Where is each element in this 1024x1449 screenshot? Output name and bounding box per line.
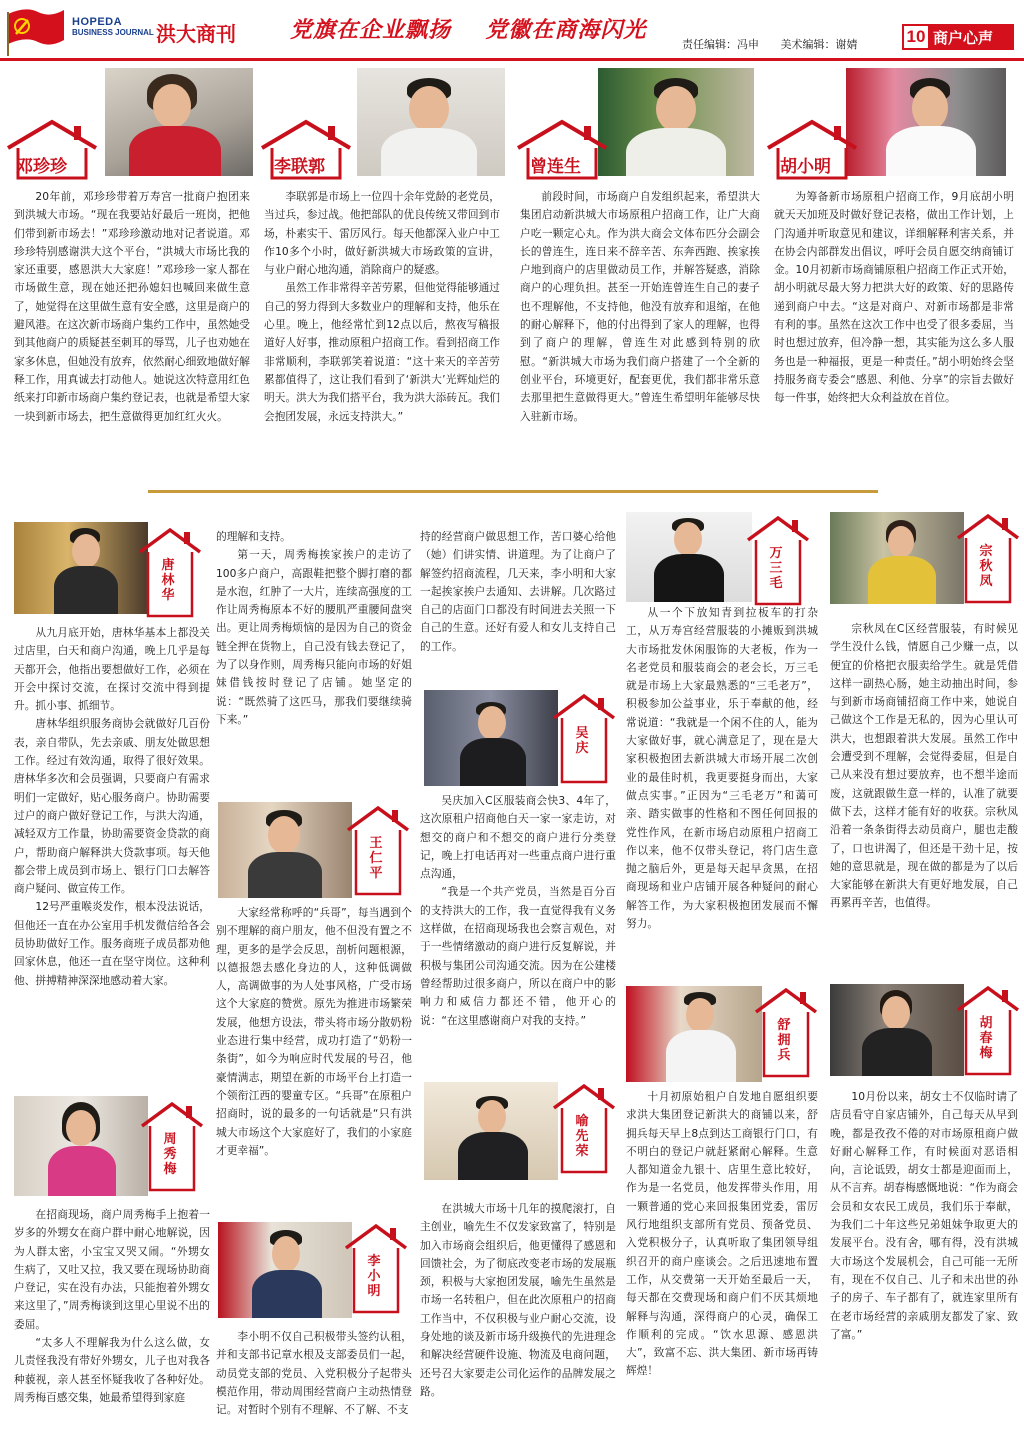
profile-name: 李小明: [367, 1254, 381, 1299]
article-column: [774, 188, 1014, 478]
article-column: [216, 528, 412, 764]
portrait-photo: [626, 512, 752, 602]
article-paragraph: 虽然工作非常得辛苦劳累，但他觉得能够通过自己的努力得到大多数业户的理解和支持，他乐在心里。晚上，他经常忙到12点以后，熬夜写稿报道好人好事，推动原租户招商工作。看到招商工作非常顺利，李联郭笑着说道：“这十来天的辛苦劳累都值得了，这让我们看到了‘新洪大’光辉灿烂的明天。洪大为我们搭平台，我为洪大添砖瓦。我们会抱团发展，永远支持洪大。”: [264, 281, 500, 423]
article-paragraph: 第一天，周秀梅挨家挨户的走访了100多户商户，高跟鞋把整个脚打磨的都是水泡，红肿了一大片，连续高强度的工作让周秀梅原本不好的腰肌严重腰间盘突出。更让周秀梅烦恼的是因为自己的资金链全押在货物上，自己没有钱去登记了，为了以身作则，周秀梅只能向市场的好姐妹借钱按时登记了店铺。她坚定的说：“既然骑了这匹马，那我们要继续骑下来。”: [216, 548, 412, 726]
name-house-tag: [346, 804, 410, 898]
article-column: [264, 188, 500, 478]
article-paragraph: 在招商现场，商户周秀梅手上抱着一岁多的外甥女在商户群中耐心地解说，因为人群太密，小宝宝又哭又闹。“外甥女生病了，又吐又拉，我又要在现场协助商户登记，实在没有办法，只能抱着外甥女来这里了，”周秀梅谈到这里心里说不出的委屈。: [14, 1208, 210, 1331]
page-header: [0, 0, 1024, 62]
header-slogan: [290, 10, 646, 45]
profile-name: 唐林华: [161, 558, 175, 603]
article-paragraph: 20年前，邓珍珍带着万寿宫一批商户抱团来到洪城大市场。“现在我要站好最后一班岗，把他们带到新市场去！”邓珍珍激动地对记者说道。邓珍珍特别感谢洪大这个平台，“洪城大市场比我的家还重要，感恩洪大大家庭！”邓珍珍一家人都在市场做生意，现在她还把孙媳妇也喊回来做生意了，她觉得在这里做生意有安全感，这里是商户的避风港。在这次新市场商户集约工作中，虽然她受到其他商户的质疑甚至刺耳的辱骂，儿子也劝她在家多休息，但她没有放弃，依然耐心细致地做好解释工作，用真诚去打动他人。她说这次特意用红色纸来打印新市场商户集约登记表，也就是希望大家一块到新市场去，把生意做得更加红红火火。: [14, 190, 250, 423]
responsible-editor: 责任编辑：冯申: [682, 38, 759, 51]
portrait-photo: [846, 68, 1006, 176]
name-house-tag: [746, 514, 810, 608]
article-paragraph: 的理解和支持。: [216, 530, 291, 543]
name-house-tag: [552, 1082, 616, 1176]
article-column: [14, 188, 250, 478]
brand-chinese-name: 洪大商刊: [156, 22, 236, 46]
article-paragraph: “太多人不理解我为什么这么做，女儿责怪我没有带好外甥女，儿子也对我各种藐视，亲人甚至怀疑我收了各种好处。周秀梅百感交集，她最希望得到家庭: [14, 1336, 210, 1404]
portrait-photo: [830, 512, 964, 604]
slogan-part-b: 党徽在商海闪光: [485, 17, 647, 43]
page-section-badge: [902, 24, 1014, 50]
portrait-photo: [218, 802, 352, 898]
name-house-tag: [4, 118, 100, 182]
article-column: [420, 528, 616, 680]
portrait-photo: [424, 1082, 558, 1180]
portrait-photo: [424, 690, 558, 786]
gold-divider: [148, 490, 878, 493]
profile-name: 宗秋凤: [979, 544, 993, 589]
article-paragraph: 吴庆加入C区服装商会快3、4年了，这次原租户招商他白天一家一家走访，对想交的商户和不想交的商户进行分类登记，晚上打电话再对一些重点商户进行重点沟通，: [420, 794, 616, 881]
portrait-photo: [14, 522, 148, 614]
article-column: [626, 1088, 818, 1444]
name-house-tag: [514, 118, 610, 182]
section-title: 商户心声: [933, 28, 994, 47]
profile-name: 万三毛: [769, 546, 783, 591]
article-paragraph: 10月份以来，胡女士不仅临时请了店员看守自家店铺外，自己每天从早到晚，都是孜孜不倦的对市场原租商户做好耐心解释工作，有时候面对恶语相向，言论诋毁，胡女士都是迎面而上，从不言弃。胡春梅感慨地说：“作为商会会员和女农民工成员，我们乐于奉献，为我们二十年这些兄弟姐妹争取更大的发展平台。没有舍，哪有得，没有洪城大市场这个发展机会，自己可能一无所有，现在不仅自己、儿子和未出世的孙子的房子、车子都有了，就连家里所有在老市场经营的亲戚朋友都发了家、致了富。”: [830, 1090, 1018, 1341]
article-paragraph: 持的经营商户做思想工作，苦口婆心给他（她）们讲实情、讲道理。为了让商户了解签约招商流程，几天来，李小明和大家一起挨家挨户去通知、去讲解。几次路过自己的店面门口都没有时间进去关照一下自己的生意。还好有爱人和女儿支持自己的工作。: [420, 530, 616, 653]
slogan-part-a: 党旗在企业飘扬: [290, 17, 452, 43]
profile-name: 胡春梅: [979, 1016, 993, 1061]
name-house-tag: [140, 1100, 204, 1194]
profile-name: 邓珍珍: [16, 157, 67, 177]
name-house-tag: [956, 984, 1020, 1078]
article-column: [626, 604, 818, 976]
portrait-photo: [14, 1096, 148, 1196]
profile-name: 胡小明: [780, 157, 831, 177]
article-column: [830, 1088, 1018, 1388]
name-house-tag: [754, 986, 818, 1080]
article-column: [420, 792, 616, 1066]
article-paragraph: 为筹备新市场原租户招商工作，9月底胡小明就天天加班及时做好登记表格，做出工作计划，上门沟通并听取意见和建议，详细解释利害关系，并在协会内部群发出倡议，呼吁会员自愿交纳商铺订金。10月初新市场商铺原租户招商工作正式开始，胡小明就尽最大努力把洪大好的政策、好的思路传递到商户中去。“这是对商户、对新市场都是非常有利的事。虽然在这次工作中也受了很多委屈，当时也想过放弃，但冷静一想，其实能为这么多人服务也是一种福报，更是一种责任。”胡小明始终会坚持服务商专委会“感恩、利他、分享”的宗旨去做好每一件事，始终把大众利益放在首位。: [774, 190, 1014, 405]
profile-name: 舒拥兵: [777, 1018, 791, 1063]
portrait-photo: [598, 68, 754, 176]
article-paragraph: 李联郭是市场上一位四十余年党龄的老党员，当过兵，参过战。他把部队的优良传统又带回到市场，朴素实干、雷厉风行。每天他都深入业户中工作10多个小时，做好新洪城大市场政策的宣讲，与业户耐心地沟通，消除商户的疑惑。: [264, 190, 500, 277]
portrait-photo: [357, 68, 505, 176]
article-column: [14, 1206, 210, 1444]
name-house-tag: [258, 118, 354, 182]
article-paragraph: 唐林华组织服务商协会就做好几百份表，亲自带队，先去亲戚、朋友处做思想工作。经过有效沟通，取得了很好效果。唐林华多次和会员强调，只要商户有需求明们一定做好，贴心服务商户。协助需要过户的商户做好登记工作，与洪大沟通，减轻双方工作量，协助需要资金贷款的商户，帮助商户解释洪大贷款事项。每天他都会带上成员到市场上、银行门口去解答商户疑问、做宣传工作。: [14, 717, 210, 896]
article-paragraph: 从一个下放知青到拉板车的打杂工，从万寿宫经营服装的小摊贩到洪城大市场批发休闲服饰的大老板，作为一名老党员和服装商会的老会长，万三毛就是市场上大家最熟悉的“三毛老万”，积极参加公益事业，乐于奉献的他，经常说道：“我就是一个闲不住的人，能为大家做好事，就心满意足了，现在是大家积极抱团去新洪城大市场开展二次创业的最佳时机，我更要挺身而出，大家做点实事。”正因为“三毛老万”和蔼可亲、踏实做事的性格和不图任何回报的党性作风，在新市场启动原租户招商工作以来，他不仅带头登记，将门店生意抛之脑后外，更是每天起早贪黑，在招商现场和业户店铺开展各种疑问的耐心解答工作，为大家积极抱团发展而不懈努力。: [626, 606, 818, 931]
article-paragraph: 大家经常称呼的“兵哥”，每当遇到个别不理解的商户朋友，他不但没有置之不理，更多的是学会反思，剖析问题根源，以德报怨去感化身边的人，这种低调做人，高调做事的为人处事风格，广受市场这个大家庭的赞赏。原先为推进市场繁荣发展，他想方设法，带头将市场分散奶粉业态进行集中经营，成功打造了“奶粉一条街”，如今为响应时代发展的号召，他豪情满志，期望在新的市场平台上打造一个领衔江西的婴童专区。“兵哥”在原租户招商时，说的最多的一句话就是“只有洪城大市场这个大家庭好了，我们的小家庭才更幸福”。: [216, 906, 412, 1157]
editor-credits: [682, 36, 876, 52]
article-paragraph: 宗秋凤在C区经营服装，有时候见学生没什么钱，情愿自己少赚一点，以便宜的价格把衣服卖给学生。就是凭借这样一副热心肠，她主动抽出时间，参与到新市场商铺招商工作中来，她说自己做这个工作是无私的，因为心里认可洪大，也想跟着洪大发展。虽然工作中会遭受到不理解，会觉得委屈，但是自己从来没有想过要放弃，也不想半途而废，这就跟做生意一样的，认准了就要做下去，这样才能有好的收获。宗秋凤沿着一条条街得去动员商户，腿也走酸了，口也讲渴了，但还是干劲十足，按她的意思就是，现在做的都是为了以后大家能够在新洪大有更好地发展，自己再累再辛苦，也值得。: [830, 622, 1018, 910]
profile-name: 王仁平: [369, 836, 383, 881]
journal-brand: [72, 16, 236, 46]
party-flag-emblem: [4, 6, 68, 58]
article-paragraph: 在洪城大市场十几年的摸爬滚打，自主创业，喻先生不仅发家致富了，特别是加入市场商会组织后，他更懂得了感恩和回馈社会，为了彻底改变老市场的发展瓶颈，积极与大家抱团发展，喻先生虽然是市场一名转租户，但在此次原租户的招商工作当中，不仅积极与业户耐心交流，设身处地的谈及新市场升级换代的先进理念和解决经营硬件设施、物流及电商问题，还号召大家要走公司化运作的品牌发展之路。: [420, 1202, 616, 1398]
header-rule: [0, 58, 1024, 61]
art-editor: 美术编辑：谢婧: [780, 38, 858, 51]
article-column: [216, 904, 412, 1206]
name-house-tag: [138, 526, 202, 620]
name-house-tag: [764, 118, 860, 182]
portrait-photo: [626, 986, 762, 1082]
article-paragraph: 12号严重喉炎发作，根本没法说话，但他还一直在办公室用手机发微信给各会员协助做好工作。服务商班子成员都劝他回家休息，他还一直在坚守岗位。这种利他、拼搏精神深深地感动着大家。: [14, 900, 210, 987]
article-paragraph: 前段时间，市场商户自发组织起来，希望洪大集团启动新洪城大市场原租户招商工作，让广大商户吃一颗定心丸。作为洪大商会文体布匹分会副会长的曾连生，连日来不辞辛苦、东奔西跑、挨家挨户地到商户的店里做动员工作，并解答疑惑，消除商户的心理负担。甚至一开始连曾连生自己的妻子也不理解他，不支持他，他没有放弃和退缩，在他的耐心解释下，他的付出得到了家人的理解，也得到了商户的理解，曾连生对此感到特别的欣慰。“新洪城大市场为我们商户搭建了一个全新的创业平台，环境更好，配套更优，我们都非常乐意去那里把生意做得更大。”曾连生希望明年能够尽快入驻新市场。: [520, 190, 760, 423]
name-house-tag: [552, 692, 616, 786]
page-number: 10: [904, 26, 928, 48]
portrait-photo: [830, 984, 964, 1076]
article-column: [14, 624, 210, 1076]
article-paragraph: 李小明不仅自己积极带头签约认租，并和支部书记章水根及支部委员们一起，动员党支部的党员、入党积极分子起带头模范作用，带动周围经营商户主动热情登记。对暂时个别有不理解、不了解、不支: [216, 1330, 412, 1417]
profile-name: 曾连生: [530, 157, 581, 177]
profile-name: 李联郭: [274, 157, 325, 177]
article-column: [520, 188, 760, 478]
name-house-tag: [344, 1222, 408, 1316]
portrait-photo: [105, 68, 253, 176]
article-column: [216, 1328, 412, 1444]
article-paragraph: “我是一个共产党员，当然是百分百的支持洪大的工作，我一直觉得我有义务这样做，在招商现场我也会察言观色，对于一些情绪激动的商户进行反复解说，并积极与集团公司沟通交流。因为在公建楼曾经帮助过很多商户，所以在商户中的影响力和威信力都还不错，他开心的说：“在这里感谢商户对我的支持。”: [420, 885, 616, 1027]
profile-name: 吴庆: [575, 726, 589, 756]
article-paragraph: 十月初原始租户自发地自愿组织要求洪大集团登记新洪大的商铺以来，舒拥兵每天早上8点到达工商银行门口，有不明白的登记户就赶紧耐心解释。生意人都知道金九银十、店里生意比较好，作为是一名党员，他发挥带头作用，用一颗普通的党心来回报集团党委，雷厉风行地组织支部所有党员、预备党员、入党积极分子，认真听取了集团领导组织召开的商户座谈会。之后迅速地布置工作，从交费第一天开始至最后一天，每天都在交费现场和商户们不厌其烦地解释与沟通，深得商户的心灵，确保工作顺利的完成。“饮水思源、感恩洪大”，致富不忘、洪大集团、新市场再铸辉煌！: [626, 1090, 818, 1378]
article-column: [830, 620, 1018, 966]
brand-english-subtitle: BUSINESS JOURNAL: [72, 28, 154, 37]
profile-name: 喻先荣: [575, 1114, 589, 1159]
article-column: [420, 1200, 616, 1444]
portrait-photo: [218, 1222, 352, 1318]
brand-english-name: HOPEDA: [72, 16, 123, 28]
name-house-tag: [956, 512, 1020, 606]
profile-name: 周秀梅: [163, 1132, 177, 1177]
article-paragraph: 从九月底开始，唐林华基本上都没关过店里，白天和商户沟通，晚上几乎是每天都开会，他指出要想做好工作，必须在开会中探讨交流，在探讨交流中得到提升。抓小事、抓细节。: [14, 626, 210, 713]
